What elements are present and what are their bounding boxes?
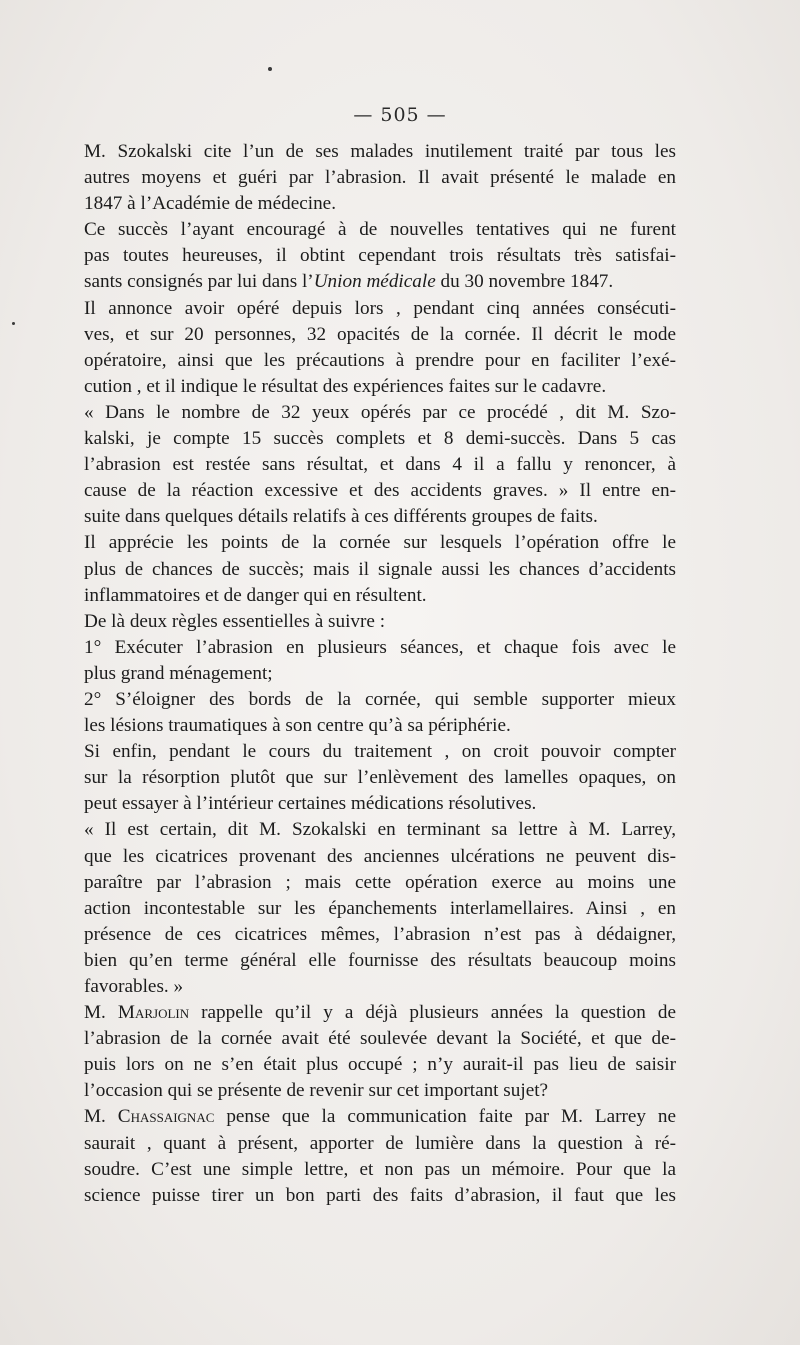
- text-line: présence de ces cicatrices mêmes, l’abrasion n’est pas à dédaigner,: [84, 923, 676, 945]
- ink-speck: [12, 322, 15, 325]
- text-line: suite dans quelques détails relatifs à ces différents groupes de faits.: [84, 506, 598, 528]
- text-line: sur la résorption plutôt que sur l’enlèvement des lamelles opaques, on: [84, 767, 676, 789]
- text-line: les lésions traumatiques à son centre qu’à sa périphérie.: [84, 715, 511, 737]
- journal-title: Union médicale: [313, 271, 436, 293]
- text-line: cution , et il indique le résultat des expériences faites sur le cadavre.: [84, 375, 607, 397]
- ink-speck: [268, 67, 272, 71]
- body-text: [84, 139, 676, 1209]
- text-line: Il apprécie les points de la cornée sur lesquels l’opération offre le: [84, 532, 676, 554]
- text-line: « Il est certain, dit M. Szokalski en terminant sa lettre à M. Larrey,: [84, 819, 676, 841]
- text-line: ves, et sur 20 personnes, 32 opacités de la cornée. Il décrit le mode: [84, 323, 676, 345]
- speaker-name: Chassaignac: [117, 1106, 215, 1128]
- text-line: autres moyens et guéri par l’abrasion. Il avait présenté le malade en: [84, 167, 676, 189]
- text-line: 1° Exécuter l’abrasion en plusieurs séances, et chaque fois avec le: [84, 636, 676, 658]
- text-line: M. Marjolin rappelle qu’il y a déjà plusieurs années la question de: [84, 1002, 676, 1024]
- text-line: M. Szokalski cite l’un de ses malades inutilement traité par tous les: [84, 141, 676, 162]
- page-number: — 505 —: [353, 104, 447, 126]
- text-line: science puisse tirer un bon parti des faits d’abrasion, il faut que les: [84, 1184, 676, 1206]
- text-line: l’abrasion de la cornée avait été soulevée devant la Société, et que de-: [84, 1028, 676, 1050]
- text-line: « Dans le nombre de 32 yeux opérés par ce procédé , dit M. Szo-: [84, 401, 676, 423]
- text-line: pas toutes heureuses, il obtint cependant trois résultats très satisfai-: [84, 245, 676, 267]
- text-line: inflammatoires et de danger qui en résultent.: [84, 584, 427, 606]
- text-line: kalski, je compte 15 succès complets et 8 demi-succès. Dans 5 cas: [84, 428, 676, 450]
- text-line: plus de chances de succès; mais il signale aussi les chances d’accidents: [84, 558, 676, 580]
- text-line: M. Chassaignac pense que la communication faite par M. Larrey ne: [84, 1106, 676, 1128]
- text-line: paraître par l’abrasion ; mais cette opération exerce au moins une: [84, 871, 676, 893]
- text-line: Si enfin, pendant le cours du traitement , on croit pouvoir compter: [84, 741, 676, 763]
- text-line: sants consignés par lui dans l’Union médicale du 30 novembre 1847.: [84, 271, 614, 293]
- text-line: plus grand ménagement;: [84, 662, 273, 684]
- text-line: De là deux règles essentielles à suivre :: [84, 610, 386, 632]
- text-line: Ce succès l’ayant encouragé à de nouvelles tentatives qui ne furent: [84, 219, 676, 241]
- text-line: soudre. C’est une simple lettre, et non pas un mémoire. Pour que la: [84, 1158, 676, 1180]
- text-line: favorables. »: [84, 976, 184, 997]
- text-line: action incontestable sur les épanchements interlamellaires. Ainsi , en: [84, 897, 676, 919]
- text-line: l’abrasion est restée sans résultat, et dans 4 il a fallu y renoncer, à: [84, 454, 676, 476]
- text-line: l’occasion qui se présente de revenir sur cet important sujet?: [84, 1080, 549, 1102]
- text-line: bien qu’en terme général elle fournisse des résultats beaucoup moins: [84, 949, 676, 971]
- text-line: peut essayer à l’intérieur certaines médications résolutives.: [84, 793, 537, 815]
- speaker-name: Marjolin: [117, 1002, 190, 1024]
- text-line: 1847 à l’Académie de médecine.: [84, 193, 336, 215]
- text-line: que les cicatrices provenant des anciennes ulcérations ne peuvent dis-: [84, 845, 676, 867]
- text-line: puis lors on ne s’en était plus occupé ; n’y aurait-il pas lieu de saisir: [84, 1054, 676, 1076]
- text-line: cause de la réaction excessive et des accidents graves. » Il entre en-: [84, 480, 676, 502]
- text-line: Il annonce avoir opéré depuis lors , pendant cinq années consécuti-: [84, 297, 676, 319]
- text-line: saurait , quant à présent, apporter de lumière dans la question à ré-: [84, 1132, 676, 1154]
- text-line: 2° S’éloigner des bords de la cornée, qui semble supporter mieux: [84, 688, 676, 710]
- text-line: opératoire, ainsi que les précautions à prendre pour en faciliter l’exé-: [84, 349, 676, 371]
